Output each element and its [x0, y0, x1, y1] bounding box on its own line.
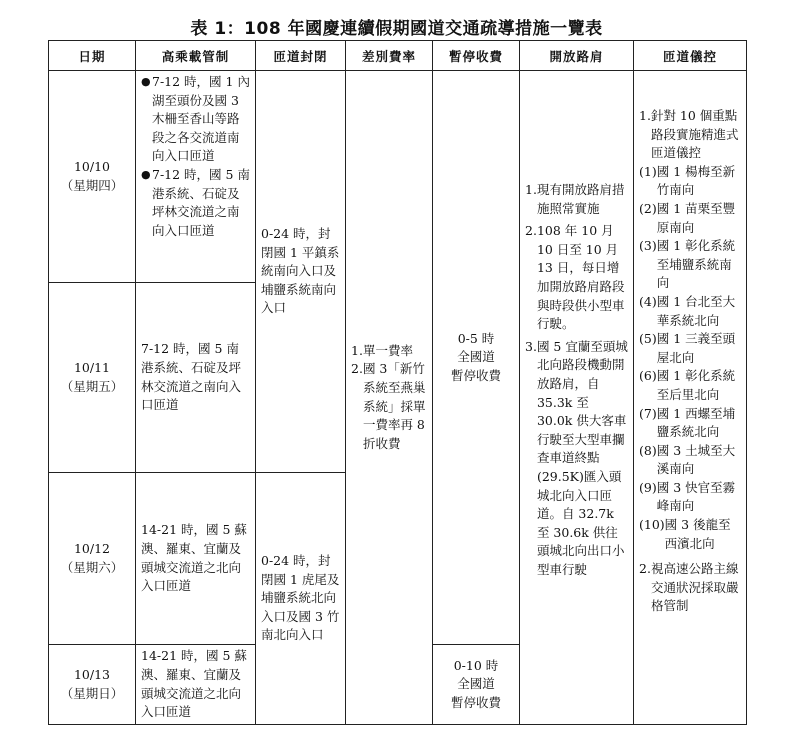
bullet-icon: ● — [141, 167, 151, 181]
item-number: (10) — [639, 517, 665, 533]
date-value: 10/10 — [73, 158, 111, 174]
hov-cell — [136, 473, 256, 645]
item-number: 2. — [639, 561, 651, 577]
list-item — [639, 367, 741, 404]
date-cell — [49, 283, 136, 473]
list-item — [639, 479, 741, 516]
item-text: 視高速公路主線交通狀況採取嚴格管制 — [650, 561, 739, 614]
ramp-closure-cell — [256, 473, 346, 725]
item-text: 國 1 苗栗至豐原南向 — [656, 200, 736, 235]
list-item — [639, 163, 741, 200]
table-title: 表 1：108 年國慶連續假期國道交通疏導措施一覽表 — [190, 19, 603, 39]
header-ramp-metering: 匝道儀控 — [634, 41, 747, 71]
item-text: 單一費率 — [362, 342, 413, 358]
table-row — [49, 71, 747, 283]
date-cell — [49, 473, 136, 645]
item-number: (4) — [639, 293, 657, 309]
item-text: 108 年 10 月 10 日至 10 月 13 日，每日增加開放路肩路段與時段供小型車行駛。 — [536, 223, 625, 332]
item-text: 國 3 快官至霧峰南向 — [656, 479, 736, 514]
item-text: 國 3 後龍至西濱北向 — [664, 517, 731, 551]
hov-text: 14-21 時，國 5 蘇澳、羅東、宜蘭及頭城交流道之北向入口匝道 — [141, 648, 247, 720]
shoulder-list — [525, 181, 628, 579]
shoulder-cell — [520, 71, 634, 725]
bullet-icon: ● — [141, 75, 151, 88]
weekday-value: （星期四） — [60, 177, 124, 193]
list-item — [639, 237, 741, 293]
item-text: 國 1 西螺至埔鹽系統北向 — [656, 405, 736, 440]
list-item — [351, 360, 427, 453]
ramp-closure-cell — [256, 71, 346, 473]
item-number: (6) — [639, 368, 657, 384]
list-item — [639, 330, 741, 367]
header-diff-rate: 差別費率 — [346, 41, 433, 71]
header-hov-control: 高乘載管制 — [136, 41, 256, 71]
list-item — [639, 107, 741, 163]
hov-text: 7-12 時，國 5 南港系統、石碇及坪林交流道之南向入口匝道 — [152, 166, 250, 238]
weekday-value: （星期六） — [60, 559, 124, 575]
item-text: 國 5 宜蘭至頭城北向路段機動開放路肩，自 35.3k 至 30.0k 供大客車行駛至大型車攔查車道終點(29.5K)匯入頭城北向入口匝道。自 32.7k 至 30.6k 供往頭城北向出口小型車行駛 — [536, 338, 628, 577]
ramp-metering-sublist — [639, 163, 741, 553]
item-number: 1. — [525, 182, 537, 197]
list-item — [351, 342, 427, 361]
ramp-closure-text: 0-24 時，封閉國 1 虎尾及埔鹽系統北向入口及國 3 竹南北向入口 — [261, 553, 340, 643]
header-date: 日期 — [49, 41, 136, 71]
item-number: (3) — [639, 238, 657, 254]
list-item — [639, 200, 741, 237]
weekday-value: （星期五） — [60, 378, 124, 394]
item-number: (9) — [639, 479, 657, 495]
date-value: 10/11 — [73, 359, 111, 375]
item-number: (7) — [639, 405, 657, 421]
item-number: (8) — [639, 442, 657, 458]
header-ramp-closure: 匝道封閉 — [256, 41, 346, 71]
date-value: 10/13 — [73, 666, 111, 682]
item-number: (1) — [639, 163, 657, 179]
ramp-closure-text: 0-24 時，封閉國 1 平鎮系統南向入口及埔鹽系統南向入口 — [261, 226, 340, 316]
hov-text: 7-12 時，國 1 內湖至頭份及國 3 木柵至香山等路段之各交流道南向入口匝道 — [152, 74, 250, 164]
hov-text: 7-12 時，國 5 南港系統、石碇及坪林交流道之南向入口匝道 — [141, 341, 242, 413]
hov-cell — [136, 71, 256, 283]
item-text: 國 1 楊梅至新竹南向 — [656, 163, 736, 198]
item-number: (5) — [639, 331, 657, 347]
date-cell — [49, 71, 136, 283]
toll-action: 暫停收費 — [450, 694, 501, 710]
toll-time: 0-5 時 — [457, 330, 495, 346]
ramp-metering-cell — [634, 71, 747, 725]
toll-suspension-cell — [433, 71, 520, 645]
list-item — [525, 181, 628, 218]
toll-scope: 全國道 — [457, 349, 495, 365]
hov-text: 14-21 時，國 5 蘇澳、羅東、宜蘭及頭城交流道之北向入口匝道 — [141, 522, 247, 594]
list-item — [639, 516, 741, 553]
list-item — [639, 405, 741, 442]
item-text: 國 1 三義至頭屋北向 — [656, 331, 736, 365]
toll-action: 暫停收費 — [450, 367, 501, 383]
item-number: 2. — [351, 361, 363, 377]
hov-cell — [136, 645, 256, 725]
item-number: 2. — [525, 223, 537, 239]
list-item — [639, 442, 741, 479]
list-item — [525, 338, 628, 580]
header-toll-suspension: 暫停收費 — [433, 41, 520, 71]
item-number: 1. — [351, 342, 363, 358]
list-item — [639, 560, 741, 616]
date-value: 10/12 — [73, 540, 111, 556]
item-text: 國 3「新竹系統至燕巢系統」採單一費率再 8 折收費 — [362, 361, 426, 451]
toll-time: 0-10 時 — [453, 657, 499, 673]
traffic-measures-table — [48, 40, 747, 725]
header-row — [49, 41, 747, 71]
item-text: 國 1 彰化系統至后里北向 — [656, 368, 736, 402]
item-text: 現有開放路肩措施照常實施 — [536, 182, 625, 216]
date-cell — [49, 645, 136, 725]
list-item — [639, 293, 741, 330]
list-item — [525, 222, 628, 334]
item-number: (2) — [639, 200, 657, 216]
item-number: 1. — [639, 108, 651, 123]
weekday-value: （星期日） — [60, 685, 124, 701]
item-text: 國 1 彰化系統至埔鹽系統南向 — [656, 238, 736, 291]
diff-rate-cell — [346, 71, 433, 725]
item-number: 3. — [525, 338, 537, 354]
item-text: 國 1 台北至大華系統北向 — [656, 293, 736, 328]
list-item — [141, 73, 250, 166]
header-shoulder-open: 開放路肩 — [520, 41, 634, 71]
item-text: 國 3 土城至大溪南向 — [656, 442, 736, 477]
diff-rate-list — [351, 342, 427, 454]
item-text: 針對 10 個重點路段實施精進式匝道儀控 — [650, 108, 739, 161]
list-item — [141, 166, 250, 240]
toll-scope: 全國道 — [457, 676, 495, 692]
hov-cell — [136, 283, 256, 473]
toll-suspension-cell — [433, 645, 520, 725]
